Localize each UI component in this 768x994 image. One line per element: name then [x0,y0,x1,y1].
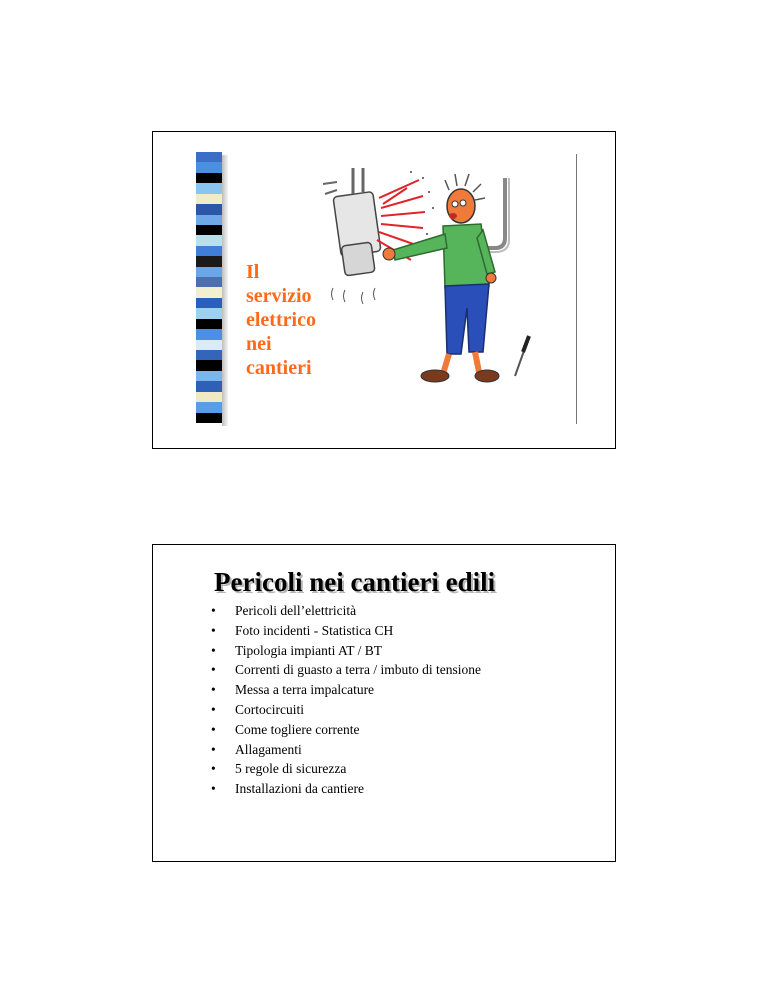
bullet-icon: • [211,642,216,658]
agenda-item [211,680,481,700]
stripe-segment [196,267,222,277]
agenda-item [211,601,481,621]
stripe-segment [196,204,222,214]
stripe-segment [196,319,222,329]
stripe-segment [196,392,222,402]
stripe-segment [196,308,222,318]
electrocuted-worker-icon [323,168,555,398]
stripe-segment [196,350,222,360]
stripe-segment [196,329,222,339]
stripe-segment [196,287,222,297]
agenda-item-text: Correnti di guasto a terra / imbuto di tensione [235,662,481,678]
slide-agenda [152,544,616,862]
title-line: nei [246,333,272,355]
agenda-title: Pericoli nei cantieri edili [214,567,496,597]
title-line: servizio [246,285,312,307]
stripe-segment [196,194,222,204]
agenda-item-text: Allagamenti [235,741,302,757]
stripe-segment [196,173,222,183]
agenda-item [211,779,481,799]
bullet-icon: • [211,682,216,698]
bullet-icon: • [211,781,216,797]
agenda-item-text: 5 regole di sicurezza [235,761,347,777]
stripe-segment [196,152,222,162]
stripe-segment [196,402,222,412]
title-line: cantieri [246,357,312,379]
stripe-segment [196,360,222,370]
bullet-icon: • [211,741,216,757]
agenda-item-text: Tipologia impianti AT / BT [235,642,383,658]
agenda-item-text: Pericoli dell’elettricità [235,603,357,618]
stripe-segment [196,225,222,235]
title-line: elettrico [246,309,316,331]
stripe-segment [196,235,222,245]
agenda-item [211,740,481,760]
agenda-item [211,720,481,740]
stripe-bar-shadow [222,155,228,426]
agenda-item-text: Cortocircuiti [235,701,304,717]
slide-title [152,131,616,449]
agenda-item [211,660,481,680]
bullet-icon: • [211,603,216,618]
bullet-icon: • [211,721,216,737]
stripe-segment [196,298,222,308]
agenda-item-text: Messa a terra impalcature [235,682,375,698]
agenda-item [211,700,481,720]
bullet-icon: • [211,701,216,717]
title-line: Il [246,261,260,283]
stripe-segment [196,340,222,350]
stripe-segment [196,246,222,256]
stripe-segment [196,277,222,287]
stripe-segment [196,371,222,381]
agenda-item [211,621,481,641]
bullet-icon: • [211,622,216,638]
agenda-item-text: Installazioni da cantiere [235,781,364,797]
stripe-segment [196,381,222,391]
stripe-segment [196,162,222,172]
bullet-icon: • [211,761,216,777]
stripe-segment [196,256,222,266]
decorative-stripe-bar [196,152,222,423]
agenda-item-text: Foto incidenti - Statistica CH [235,622,394,638]
stripe-segment [196,215,222,225]
bullet-icon: • [211,662,216,678]
slide-divider-line [576,154,577,424]
agenda-item [211,641,481,661]
agenda-item-text: Come togliere corrente [235,721,360,737]
stripe-segment [196,183,222,193]
agenda-item [211,759,481,779]
stripe-segment [196,413,222,423]
agenda-bullet-list [211,601,481,799]
